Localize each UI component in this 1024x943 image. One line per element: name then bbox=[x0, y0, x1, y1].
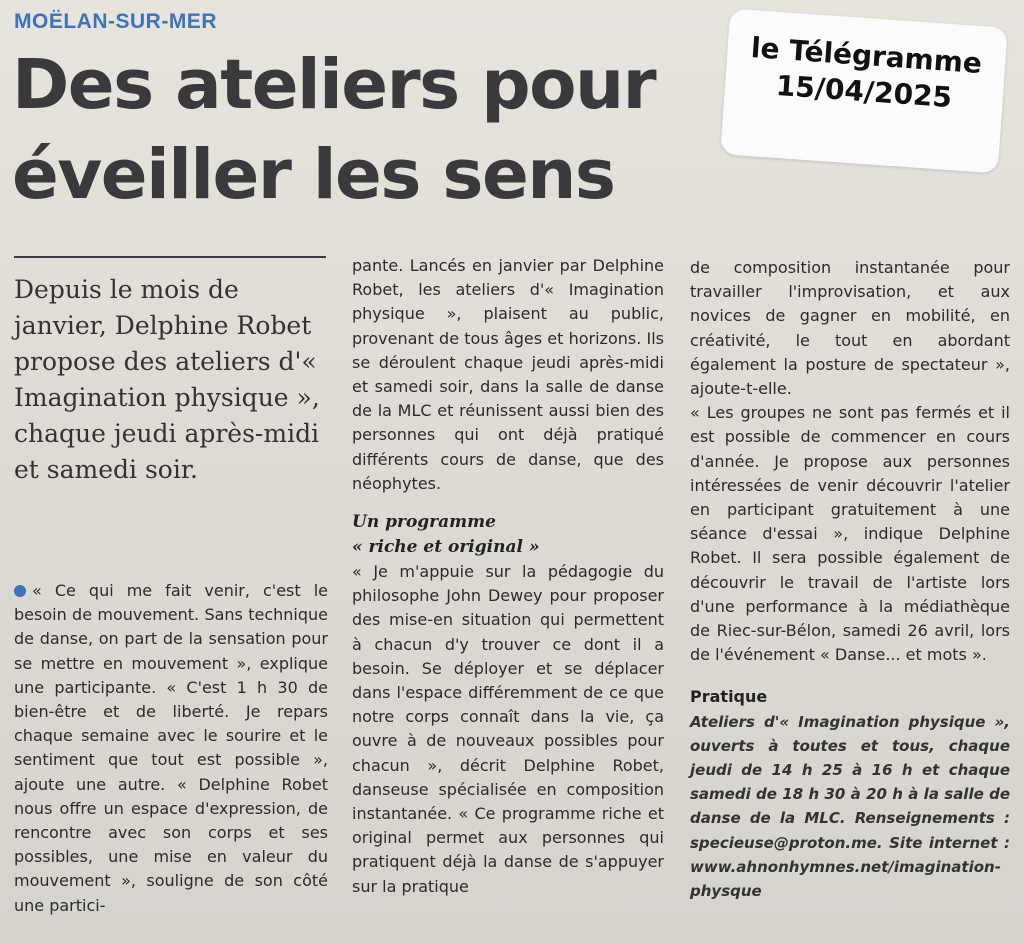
subheading-line-1: Un programme bbox=[352, 512, 496, 533]
lead-paragraph: Depuis le mois de janvier, Delphine Robet propose des ateliers d'« Imagination physique », chaque jeudi après-midi et samedi soir. bbox=[14, 275, 320, 484]
column-3-paragraph-2: « Les groupes ne sont pas fermés et il est possible de commencer en cours d'année. Je propose aux personnes intéressées de venir découvrir l'atelier en participant gratuitement à une séance d'essai », indique Delphine Robet. Il sera possible également de découvrir le travail de l'artiste lors d'une performance à la médiathèque de Riec-sur-Bélon, samedi 26 avril, lors de l'événement « Danse... et mots ». bbox=[690, 403, 1010, 665]
article-column-2 bbox=[352, 254, 664, 899]
subheading bbox=[352, 510, 664, 560]
subheading-line-2: « riche et original » bbox=[352, 537, 540, 558]
article-column-3 bbox=[690, 256, 1010, 903]
stamp-newspaper-name: le Télégramme bbox=[749, 31, 984, 81]
pratique-info: Ateliers d'« Imagination physique », ouverts à toutes et tous, chaque jeudi de 14 h 25 à 16 h et chaque samedi de 18 h 30 à 20 h à la salle de danse de la MLC. Renseignements : specieuse@proton.me. Site internet : www.ahnonhymnes.net/imagination-physque bbox=[690, 712, 1010, 901]
headline: Des ateliers pour éveiller les sens bbox=[12, 45, 656, 215]
column-2-top-text: pante. Lancés en janvier par Delphine Robet, les ateliers d'« Imagination physique », plaisent au public, provenant de tous âges et horizons. Ils se déroulent chaque jeudi après-midi et samedi soir, dans la salle de danse de la MLC et réunissent aussi bien des personnes qui ont déjà pratiqué différents cours de danse, que des néophytes. bbox=[352, 256, 664, 493]
pratique-heading: Pratique bbox=[690, 687, 768, 707]
stamp-date: 15/04/2025 bbox=[774, 68, 954, 115]
bullet-icon bbox=[14, 585, 26, 597]
source-stamp bbox=[720, 8, 1008, 173]
column-3-paragraph-1: de composition instantanée pour travailler l'improvisation, et aux novices de gagner en mobilité, en créativité, le tout en abordant également la posture de spectateur », ajoute-t-elle. bbox=[690, 258, 1010, 399]
lead-divider bbox=[14, 256, 326, 258]
column-2-bottom-text: « Je m'appuie sur la pédagogie du philosophe John Dewey pour proposer des mise-en situation qui permettent à chacun d'y trouver ce dont il a besoin. Se déployer et se déplacer dans l'espace différemment de ce que notre corps connaît dans la vie, ça ouvre à de nouveaux possibles pour chacun », décrit Delphine Robet, danseuse spécialisée en composition instantanée. « Ce programme riche et original permet aux personnes qui pratiquent déjà la danse de s'appuyer sur la pratique bbox=[352, 562, 664, 896]
column-1-text: « Ce qui me fait venir, c'est le besoin de mouvement. Sans technique de danse, on part de la sensation pour se mettre en mouvement », explique une participante. « C'est 1 h 30 de bien-être et de liberté. Je repars chaque semaine avec le sourire et le sentiment que tout est possible », ajoute une autre. « Delphine Robet nous offre un espace d'expression, de rencontre avec son corps et ses possibles, une mise en valeur du mouvement », souligne de son côté une partici- bbox=[14, 581, 328, 915]
article-column-1 bbox=[14, 579, 328, 918]
location-kicker: MOËLAN-SUR-MER bbox=[14, 10, 217, 33]
